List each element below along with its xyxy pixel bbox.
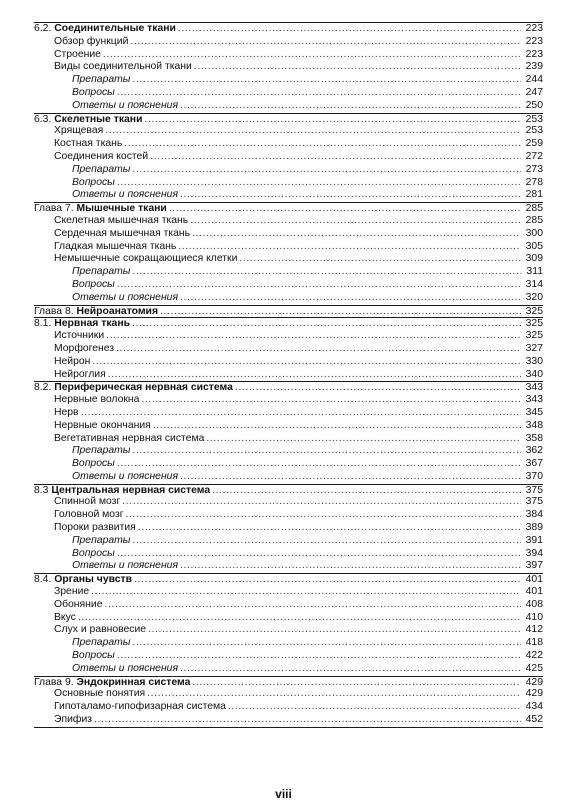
toc-entry-number: 8.3 [34, 484, 49, 496]
toc-entry [34, 61, 543, 74]
toc-subentry [34, 74, 543, 87]
toc-page-number: 410 [525, 611, 543, 623]
toc-page-number: 343 [525, 394, 543, 406]
toc-page-number: 397 [525, 560, 543, 572]
toc-entry-title: Ответы и пояснения [72, 470, 179, 482]
toc-subentry [34, 266, 543, 279]
dot-leader [130, 36, 521, 49]
dot-leader [105, 125, 521, 138]
toc-section-entry [34, 202, 543, 215]
toc-entry-title: Эпифиз [54, 714, 93, 726]
toc-entry-title: Вкус [54, 611, 76, 623]
dot-leader [81, 407, 521, 420]
toc-page-number: 300 [525, 227, 543, 239]
toc-subentry [34, 471, 543, 484]
toc-subentry [34, 87, 543, 100]
toc-entry [34, 420, 543, 433]
toc-page-number: 408 [525, 598, 543, 610]
toc-entry [34, 36, 543, 49]
toc-entry-title: Препараты [72, 445, 131, 457]
toc-entry [34, 407, 543, 420]
toc-entry-title: Эндокринная система [76, 676, 191, 688]
dot-leader [132, 535, 521, 548]
dot-leader [108, 369, 521, 382]
toc-entry-title: Обзор функций [54, 35, 129, 47]
toc-subentry [34, 560, 543, 573]
dot-leader [148, 624, 521, 637]
toc-page-number: 367 [525, 458, 543, 470]
toc-entry-title: Гладкая мышечная ткань [54, 240, 177, 252]
toc-entry-title: Виды соединительной ткани [54, 61, 192, 73]
toc-entry [34, 509, 543, 522]
toc-page-number: 412 [525, 624, 543, 636]
toc-page-number: 247 [525, 86, 543, 98]
dot-leader [206, 433, 521, 446]
dot-leader [126, 509, 521, 522]
toc-entry-title: Соединения костей [54, 150, 149, 162]
toc-entry-title: Нерв [54, 406, 79, 418]
toc-entry-number: 8.1. [34, 318, 52, 330]
toc-entry-title: Органы чувств [54, 574, 133, 586]
toc-entry [34, 369, 543, 382]
toc-entry-title: Мышечные ткани [76, 203, 167, 215]
toc-page-number: 434 [525, 701, 543, 713]
dot-leader [180, 560, 521, 573]
toc-entry-title: Ответы и пояснения [72, 99, 179, 111]
toc-page-number: 314 [525, 278, 543, 290]
toc-page-number: 345 [525, 406, 543, 418]
toc-entry-title: Вопросы [72, 278, 115, 290]
dot-leader [117, 87, 521, 100]
toc-section-entry [34, 573, 543, 586]
toc-page-number: 278 [525, 176, 543, 188]
toc-page-number: 325 [525, 318, 543, 330]
dot-leader [132, 74, 521, 87]
toc-entry-title: Нейроглия [54, 368, 106, 380]
toc-entry-title: Зрение [54, 586, 90, 598]
toc-entry-title: Препараты [72, 163, 131, 175]
dot-leader [239, 253, 521, 266]
toc-page-number: 223 [525, 48, 543, 60]
toc-page-number: 325 [525, 330, 543, 342]
dot-leader [132, 266, 521, 279]
toc-page-number: 343 [525, 382, 543, 394]
page-number: viii [275, 787, 292, 801]
toc-entry-number: 6.3. [34, 113, 52, 125]
toc-entry-title: Источники [54, 330, 105, 342]
toc-page-number: 250 [525, 99, 543, 111]
dot-leader [117, 650, 521, 663]
toc-page-number: 305 [525, 240, 543, 252]
dot-leader [105, 599, 522, 612]
toc-section-entry [34, 484, 543, 497]
toc-entry [34, 688, 543, 701]
toc-entry-title: Гипоталамо-гипофизарная система [54, 701, 226, 713]
dot-leader [147, 688, 521, 701]
toc-entry [34, 624, 543, 637]
toc-entry [34, 522, 543, 535]
toc-entry [34, 228, 543, 241]
toc-entry [34, 714, 543, 727]
toc-page-number: 272 [525, 150, 543, 162]
toc-page-number: 452 [525, 714, 543, 726]
dot-leader [132, 445, 521, 458]
toc-entry-title: Препараты [72, 266, 131, 278]
dot-leader [117, 548, 521, 561]
toc-page-number: 348 [525, 419, 543, 431]
dot-leader [178, 241, 521, 254]
toc-entry [34, 215, 543, 228]
toc-entry-title: Ответы и пояснения [72, 189, 179, 201]
toc-entry [34, 599, 543, 612]
toc-page-number: 422 [525, 650, 543, 662]
toc-page-number: 375 [525, 496, 543, 508]
dot-leader [180, 189, 521, 202]
toc-page-number: 244 [525, 74, 543, 86]
toc-entry-title: Ответы и пояснения [72, 291, 179, 303]
dot-leader [124, 138, 521, 151]
dot-leader [117, 177, 521, 190]
dot-leader [138, 522, 521, 535]
toc-page-number: 239 [525, 61, 543, 73]
toc-entry [34, 241, 543, 254]
toc-page-number: 375 [525, 484, 543, 496]
toc-entry-title: Спинной мозг [54, 496, 121, 508]
toc-entry [34, 586, 543, 599]
toc-entry [34, 330, 543, 343]
dot-leader [78, 612, 521, 625]
toc-page-number: 273 [525, 163, 543, 175]
toc-entry-title: Скелетная мышечная ткань [54, 214, 189, 226]
toc-entry-title: Обоняние [54, 598, 103, 610]
dot-leader [192, 228, 521, 241]
toc-entry-number: 8.2. [34, 382, 52, 394]
toc-entry-title: Вопросы [72, 86, 115, 98]
toc-section-entry [34, 113, 543, 126]
toc-page-number: 330 [525, 355, 543, 367]
toc-entry [34, 496, 543, 509]
dot-leader [141, 394, 521, 407]
toc-entry-title: Нервные волокна [54, 394, 140, 406]
toc-page-number: 358 [525, 432, 543, 444]
toc-subentry [34, 292, 543, 305]
toc-subentry [34, 535, 543, 548]
toc-subentry [34, 177, 543, 190]
dot-leader [92, 356, 521, 369]
dot-leader [117, 279, 521, 292]
toc-page-number: 281 [525, 189, 543, 201]
toc-entry [34, 138, 543, 151]
toc-entry [34, 701, 543, 714]
toc-page-number: 223 [525, 23, 543, 34]
dot-leader [94, 714, 521, 727]
dot-leader [106, 330, 521, 343]
toc-entry-title: Нейрон [54, 355, 91, 367]
toc-entry-number: Глава 9. [34, 676, 74, 688]
toc-page-number: 325 [525, 305, 543, 317]
toc-entry-number: 8.4. [34, 574, 52, 586]
toc-subentry [34, 458, 543, 471]
toc-page-number: 340 [525, 368, 543, 380]
toc-entry-title: Головной мозг [54, 509, 124, 521]
toc-entry-number: 6.2. [34, 23, 52, 34]
toc-page-number: 253 [525, 113, 543, 125]
toc-page-number: 389 [525, 522, 543, 534]
toc-page-number: 253 [525, 125, 543, 137]
dot-leader [194, 61, 521, 74]
toc-page-number: 362 [525, 445, 543, 457]
toc-entry-title: Слух и равновесие [54, 624, 147, 636]
toc-page-number: 401 [525, 586, 543, 598]
dot-leader [132, 637, 521, 650]
toc-entry-number: Глава 8. [34, 305, 74, 317]
toc-page-number: 320 [525, 291, 543, 303]
toc-subentry [34, 548, 543, 561]
toc-page-number: 394 [525, 547, 543, 559]
toc-page-number: 309 [525, 253, 543, 265]
toc-subentry [34, 637, 543, 650]
toc-page-number: 429 [525, 688, 543, 700]
toc-entry-number: Глава 7. [34, 203, 74, 215]
toc-page-number: 327 [525, 342, 543, 354]
toc-subentry [34, 650, 543, 663]
dot-leader [122, 496, 521, 509]
toc-section-entry [34, 317, 543, 330]
toc-page-number: 285 [525, 203, 543, 215]
toc-subentry [34, 663, 543, 676]
toc-page-number: 418 [525, 637, 543, 649]
toc-entry-title: Ответы и пояснения [72, 662, 179, 674]
dot-leader [153, 420, 521, 433]
toc-entry-title: Ответы и пояснения [72, 560, 179, 572]
toc-entry-title: Вопросы [72, 458, 115, 470]
toc-entry-title: Соединительные ткани [54, 23, 176, 34]
toc-subentry [34, 189, 543, 202]
toc-page-number: 259 [525, 138, 543, 150]
toc-page-number: 285 [525, 214, 543, 226]
toc-entry-title: Костная ткань [54, 138, 123, 150]
toc-entry-title: Вопросы [72, 650, 115, 662]
dot-leader [150, 151, 521, 164]
toc-section-entry [34, 676, 543, 689]
dot-leader [180, 471, 521, 484]
dot-leader [180, 663, 521, 676]
toc-page-number: 370 [525, 470, 543, 482]
toc-entry-title: Хрящевая [54, 125, 104, 137]
toc-entry-title: Морфогенез [54, 342, 115, 354]
dot-leader [117, 458, 521, 471]
dot-leader [190, 215, 521, 228]
dot-leader [180, 100, 521, 113]
toc-page-number: 311 [526, 266, 543, 278]
toc-entry [34, 356, 543, 369]
toc-entry [34, 49, 543, 62]
toc-entry-title: Периферическая нервная система [54, 382, 233, 394]
dot-leader [178, 23, 521, 36]
toc-entry-title: Препараты [72, 637, 131, 649]
dot-leader [132, 164, 521, 177]
table-of-contents [34, 22, 543, 728]
dot-leader [91, 586, 521, 599]
toc-section-entry [34, 305, 543, 318]
toc-section-entry [34, 381, 543, 394]
toc-entry-title: Центральная нервная система [51, 484, 211, 496]
dot-leader [103, 49, 521, 62]
toc-entry [34, 612, 543, 625]
toc-page-number: 429 [525, 676, 543, 688]
toc-subentry [34, 100, 543, 113]
toc-section-entry [34, 23, 543, 36]
toc-entry-title: Вопросы [72, 176, 115, 188]
toc-entry [34, 394, 543, 407]
toc-entry [34, 151, 543, 164]
toc-entry-title: Строение [54, 48, 101, 60]
toc-page-number: 391 [525, 534, 543, 546]
toc-entry-title: Скелетные ткани [54, 113, 143, 125]
toc-page-number: 223 [525, 35, 543, 47]
dot-leader [116, 343, 521, 356]
toc-entry-title: Вегетативная нервная система [54, 432, 205, 444]
toc-subentry [34, 164, 543, 177]
toc-entry-title: Нервная ткань [54, 318, 130, 330]
toc-entry-title: Пороки развития [54, 522, 136, 534]
toc-entry-title: Сердечная мышечная ткань [54, 227, 191, 239]
toc-subentry [34, 279, 543, 292]
toc-entry-title: Вопросы [72, 547, 115, 559]
toc-entry [34, 125, 543, 138]
toc-entry-title: Нервные окончания [54, 419, 151, 431]
toc-entry-title: Немышечные сокращающиеся клетки [54, 253, 238, 265]
toc-page-number: 425 [525, 662, 543, 674]
toc-entry-title: Нейроанатомия [76, 305, 159, 317]
toc-entry-title: Основные понятия [54, 688, 146, 700]
dot-leader [228, 701, 521, 714]
toc-entry [34, 253, 543, 266]
toc-entry [34, 433, 543, 446]
toc-page-number: 384 [525, 509, 543, 521]
toc-entry-title: Препараты [72, 74, 131, 86]
toc-entry-title: Препараты [72, 534, 131, 546]
toc-page-number: 401 [525, 574, 543, 586]
toc-subentry [34, 445, 543, 458]
dot-leader [180, 292, 521, 305]
toc-entry [34, 343, 543, 356]
